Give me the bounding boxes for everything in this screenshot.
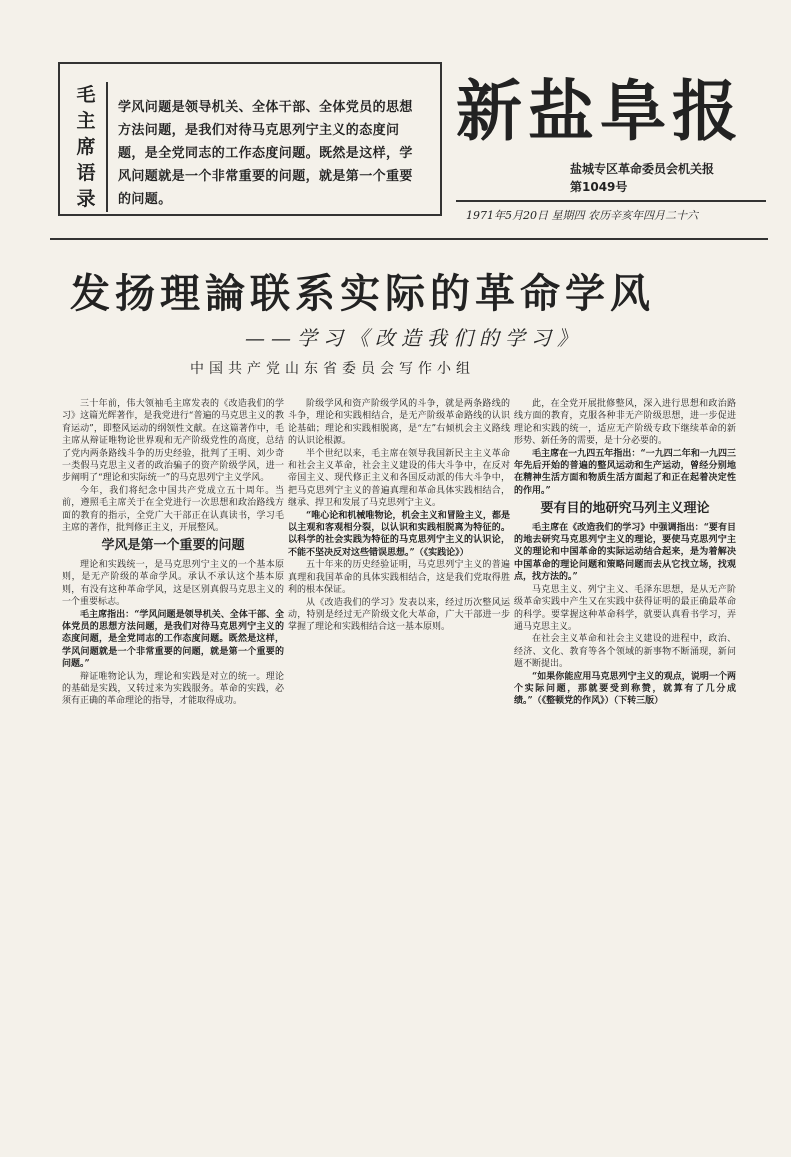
section-heading: 学风是第一个重要的问题 — [101, 538, 245, 554]
subheadline: ——学习《改造我们的学习》 — [245, 326, 583, 350]
article-column-3 — [514, 398, 736, 1138]
quote-label-char: 席 — [76, 136, 96, 158]
header-divider — [50, 238, 768, 240]
quote-paragraph: “唯心论和机械唯物论，机会主义和冒险主义，都是以主观和客观相分裂，以认识和实践相脱离为特征的。以科学的社会实践为特征的马克思列宁主义的认识论，不能不坚决反对这些错误思想。”（《实践论》） — [288, 510, 510, 558]
quote-label-char: 录 — [76, 188, 96, 210]
paragraph: 此，在全党开展批修整风，深入进行思想和政治路线方面的教育，克服各种非无产阶级思想，进一步促进理论和实践的统一，适应无产阶级专政下继续革命的新形势、新任务的需要，是十分必要的。 — [514, 399, 736, 447]
headline: 发扬理論联系实际的革命学风 — [70, 271, 655, 317]
newspaper-title: 新盐阜报 — [456, 73, 744, 150]
paragraph: 从《改造我们的学习》发表以来，经过历次整风运动，特别是经过无产阶级文化大革命，广大干部进一步掌握了理论和实践相结合这一基本原则。 — [288, 597, 510, 633]
issue-date: 1971年5月20日 星期四 农历辛亥年四月二十六 — [466, 209, 698, 222]
issue-number: 第1049号 — [570, 180, 628, 194]
paragraph: 阶级学风和资产阶级学风的斗争，就是两条路线的斗争，理论和实践相结合，是无产阶级革命路线的认识论基础；理论和实践相脱离，是“左”右倾机会主义路线的认识论根源。 — [288, 399, 510, 447]
quote-paragraph: 毛主席在一九四五年指出：“一九四二年和一九四三年先后开始的普遍的整风运动和生产运动，曾经分别地在精神生活方面和物质生活方面起了和正在起着决定性的作用。” — [514, 448, 736, 496]
quote-label-char: 毛 — [76, 84, 96, 106]
article-column-2 — [288, 398, 510, 1138]
quote-label-char: 主 — [76, 110, 96, 132]
byline: 中国共产党山东省委员会写作小组 — [190, 361, 475, 377]
paragraph: 在社会主义革命和社会主义建设的进程中，政治、经济、文化、教育等各个领域的新事物不断涌现，新问题不断提出。 — [514, 634, 736, 670]
quote-label — [66, 82, 108, 212]
paragraph: 半个世纪以来，毛主席在领导我国新民主主义革命和社会主义革命，社会主义建设的伟大斗争中，在反对帝国主义、现代修正主义和各国反动派的伟大斗争中，把马克思列宁主义的普遍真理和革命具体实践相结合，继承、捍卫和发展了马克思列宁主义。 — [288, 448, 510, 509]
article-column-1 — [62, 398, 284, 1138]
paragraph: 马克思主义、列宁主义、毛泽东思想，是从无产阶级革命实践中产生又在实践中获得证明的最正确最革命的科学。要掌握这种革命科学，就要认真看书学习，弄通马克思主义。 — [514, 584, 736, 632]
paragraph: 辩证唯物论认为，理论和实践是对立的统一。理论的基础是实践，又转过来为实践服务。革命的实践，必须有正确的革命理论的指导，才能取得成功。 — [62, 671, 284, 707]
masthead-divider — [456, 200, 766, 202]
quote-text: 学风问题是领导机关、全体干部、全体党员的思想方法问题，是我们对待马克思列宁主义的态度问题，是全党同志的工作态度问题。既然是这样，学风问题就是一个非常重要的问题，就是第一个重要的问题。 — [118, 100, 413, 207]
quote-label-char: 语 — [76, 162, 96, 184]
paragraph: 理论和实践统一，是马克思列宁主义的一个基本原则，是无产阶级的革命学风。承认不承认这个基本原则，有没有这种革命学风，这是区别真假马克思主义的一个重要标志。 — [62, 559, 284, 608]
quote-paragraph: 毛主席在《改造我们的学习》中强调指出：“要有目的地去研究马克思列宁主义的理论，要使马克思列宁主义的理论和中国革命的实际运动结合起来，是为着解决中国革命的理论问题和策略问题而去从它找立场，找观点，找方法的。” — [514, 522, 736, 583]
quote-paragraph: 毛主席指出：“学风问题是领导机关、全体干部、全体党员的思想方法问题，是我们对待马克思列宁主义的态度问题，是全党同志的工作态度问题。既然是这样，学风问题就是一个非常重要的问题，就是第一个重要的问题。” — [62, 609, 284, 670]
paragraph: 今年，我们将纪念中国共产党成立五十周年。当前，遵照毛主席关于在全党进行一次思想和政治路线方面的教育的指示，全党广大干部正在认真读书，学习毛主席的著作，批判修正主义，开展整风。 — [62, 485, 284, 534]
paragraph: 三十年前，伟大领袖毛主席发表的《改造我们的学习》这篇光辉著作，是我党进行“普遍的马克思主义的教育运动”，即整风运动的纲领性文献。在这篇著作中，毛主席从辩证唯物论世界观和无产阶级党性的高度，总结了党内两条路线斗争的历史经验，批判了王明、刘少奇一类假马克思主义者的政治骗子的资产阶级学风，进一步阐明了“理论和实际统一”的马克思列宁主义学风。 — [62, 399, 284, 484]
quote-paragraph: “如果你能应用马克思列宁主义的观点，说明一个两个实际问题，那就要受到称赞，就算有了几分成绩。”（《整顿党的作风》）（下转三版） — [514, 671, 736, 707]
newspaper-subtitle: 盐城专区革命委员会机关报 — [570, 162, 715, 176]
section-heading: 要有目的地研究马列主义理论 — [540, 501, 710, 517]
paragraph: 五十年来的历史经验证明，马克思列宁主义的普遍真理和我国革命的具体实践相结合，这是我们党取得胜利的根本保证。 — [288, 560, 510, 596]
